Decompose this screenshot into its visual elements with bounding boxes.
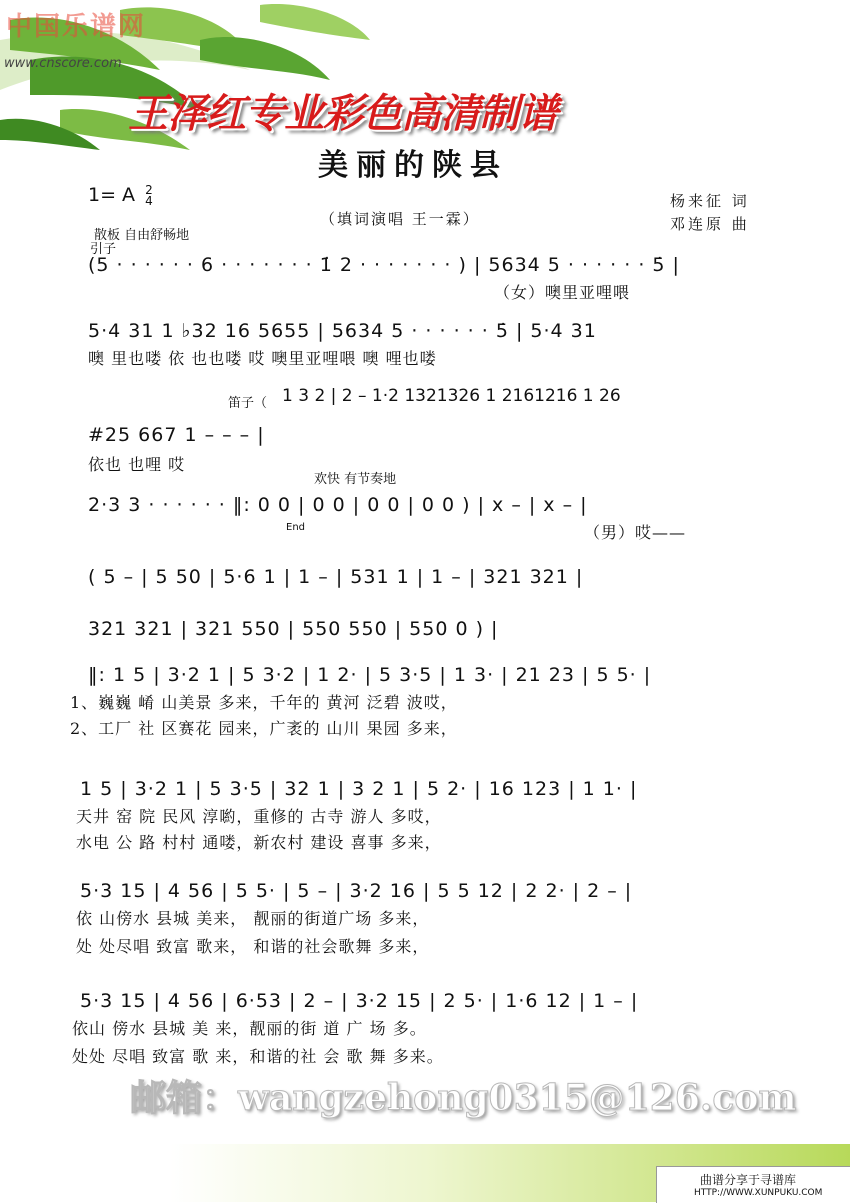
singer-credit: （填词演唱 王一霖）: [320, 210, 480, 228]
flute-label: 笛子（: [228, 396, 268, 411]
lyric-row-8-verse-1: 1、巍巍 崤 山美景 多来，千年的 黄河 泛碧 波哎，: [70, 693, 458, 712]
notation-row-4: #25 667 1 – – – |: [88, 424, 265, 446]
song-title: 美丽的陕县: [318, 148, 508, 183]
main-tempo: 欢快 有节奏地: [314, 472, 397, 487]
lyric-row-5: （男）哎——: [584, 523, 687, 542]
notation-row-2: 5·4 31 1 ♭32 16 5655 | 5634 5 · · · · · · 5̇ | 5·4 31: [88, 320, 597, 342]
notation-row-7: 321 321 | 321 550 | 550 550 | 550 0 ) |: [88, 618, 499, 640]
time-bottom: 4: [145, 193, 153, 208]
key-signature: [88, 184, 153, 207]
notation-row-5: 2·3 3 · · · · · · ‖: 0 0 | 0 0 | 0 0 | 0 0 ) | x – | x – |: [88, 494, 588, 516]
time-signature: [145, 182, 153, 208]
lyric-row-4: 依也 也哩 哎: [88, 455, 186, 474]
notation-row-3: 1 3 2 | 2 – 1·2 1321326 1 2161216 1 26: [282, 386, 621, 406]
composer-credit: 邓连原 曲: [670, 215, 750, 233]
lyric-row-11-verse-1: 依山 傍水 县城 美 来，靓丽的街 道 广 场 多。: [72, 1019, 427, 1038]
site-logo: 中国乐谱网: [6, 12, 147, 42]
notation-row-9: 1 5 | 3·2 1 | 5 3·5 | 32 1 | 3 2 1 | 5 2· | 16 123 | 1 1· |: [80, 778, 638, 800]
notation-row-10: 5·3 15 | 4 56 | 5 5· | 5 – | 3·2 16 | 5 5 12 | 2 2· | 2 – |: [80, 880, 633, 902]
email-watermark: 邮箱：wangzehong0315@126.com: [130, 1077, 797, 1119]
brand-title: 王泽红专业彩色高清制谱: [128, 91, 557, 137]
notation-row-11: 5·3 15 | 4 56 | 6·53 | 2 – | 3·2 15 | 2 5· | 1·6 12 | 1 – |: [80, 990, 639, 1012]
lyric-row-9-verse-2: 水电 公 路 村村 通喽，新农村 建设 喜事 多来，: [76, 833, 442, 852]
lyric-row-10-verse-2: 处 处尽唱 致富 歌来， 和谐的社会歌舞 多来，: [76, 937, 430, 956]
notation-row-1: (5 · · · · · · 6 · · · · · · · 1̇ 2 · · · · · · · ) | 5634 5 · · · · · · 5̇ |: [88, 254, 680, 276]
lyricist-credit: 杨来征 词: [670, 192, 750, 210]
lyric-row-1: （女）噢里亚哩喂: [494, 283, 631, 302]
key-label: 1= A: [88, 184, 136, 206]
intro-tempo: 散板 自由舒畅地: [94, 228, 190, 243]
lyric-row-11-verse-2: 处处 尽唱 致富 歌 来，和谐的社 会 歌 舞 多来。: [72, 1047, 444, 1066]
site-url: www.cnscore.com: [4, 56, 122, 71]
notation-row-6: ( 5 – | 5 50 | 5·6 1 | 1 – | 531 1 | 1 – | 321 321 |: [88, 566, 584, 588]
lyric-row-8-verse-2: 2、工厂 社 区赛花 园来，广袤的 山川 果园 多来，: [70, 719, 458, 738]
end-label: End: [286, 522, 306, 533]
lyric-row-9-verse-1: 天井 窑 院 民风 淳喲，重修的 古寺 游人 多哎，: [76, 807, 442, 826]
lyric-row-10-verse-1: 依 山傍水 县城 美来， 靓丽的街道广场 多来，: [76, 909, 430, 928]
time-top: 2: [145, 182, 153, 197]
footer-share-url: HTTP://WWW.XUNPUKU.COM: [694, 1188, 823, 1198]
footer-share-text: 曲谱分享于寻谱库: [700, 1173, 797, 1187]
intro-label: 引子: [90, 242, 117, 257]
lyric-row-2: 噢 里也喽 依 也也喽 哎 噢里亚哩喂 噢 哩也喽: [88, 349, 437, 368]
notation-row-8: ‖: 1 5 | 3·2 1 | 5 3·2 | 1 2· | 5 3·5 | 1 3· | 21 23 | 5 5· |: [88, 664, 652, 686]
